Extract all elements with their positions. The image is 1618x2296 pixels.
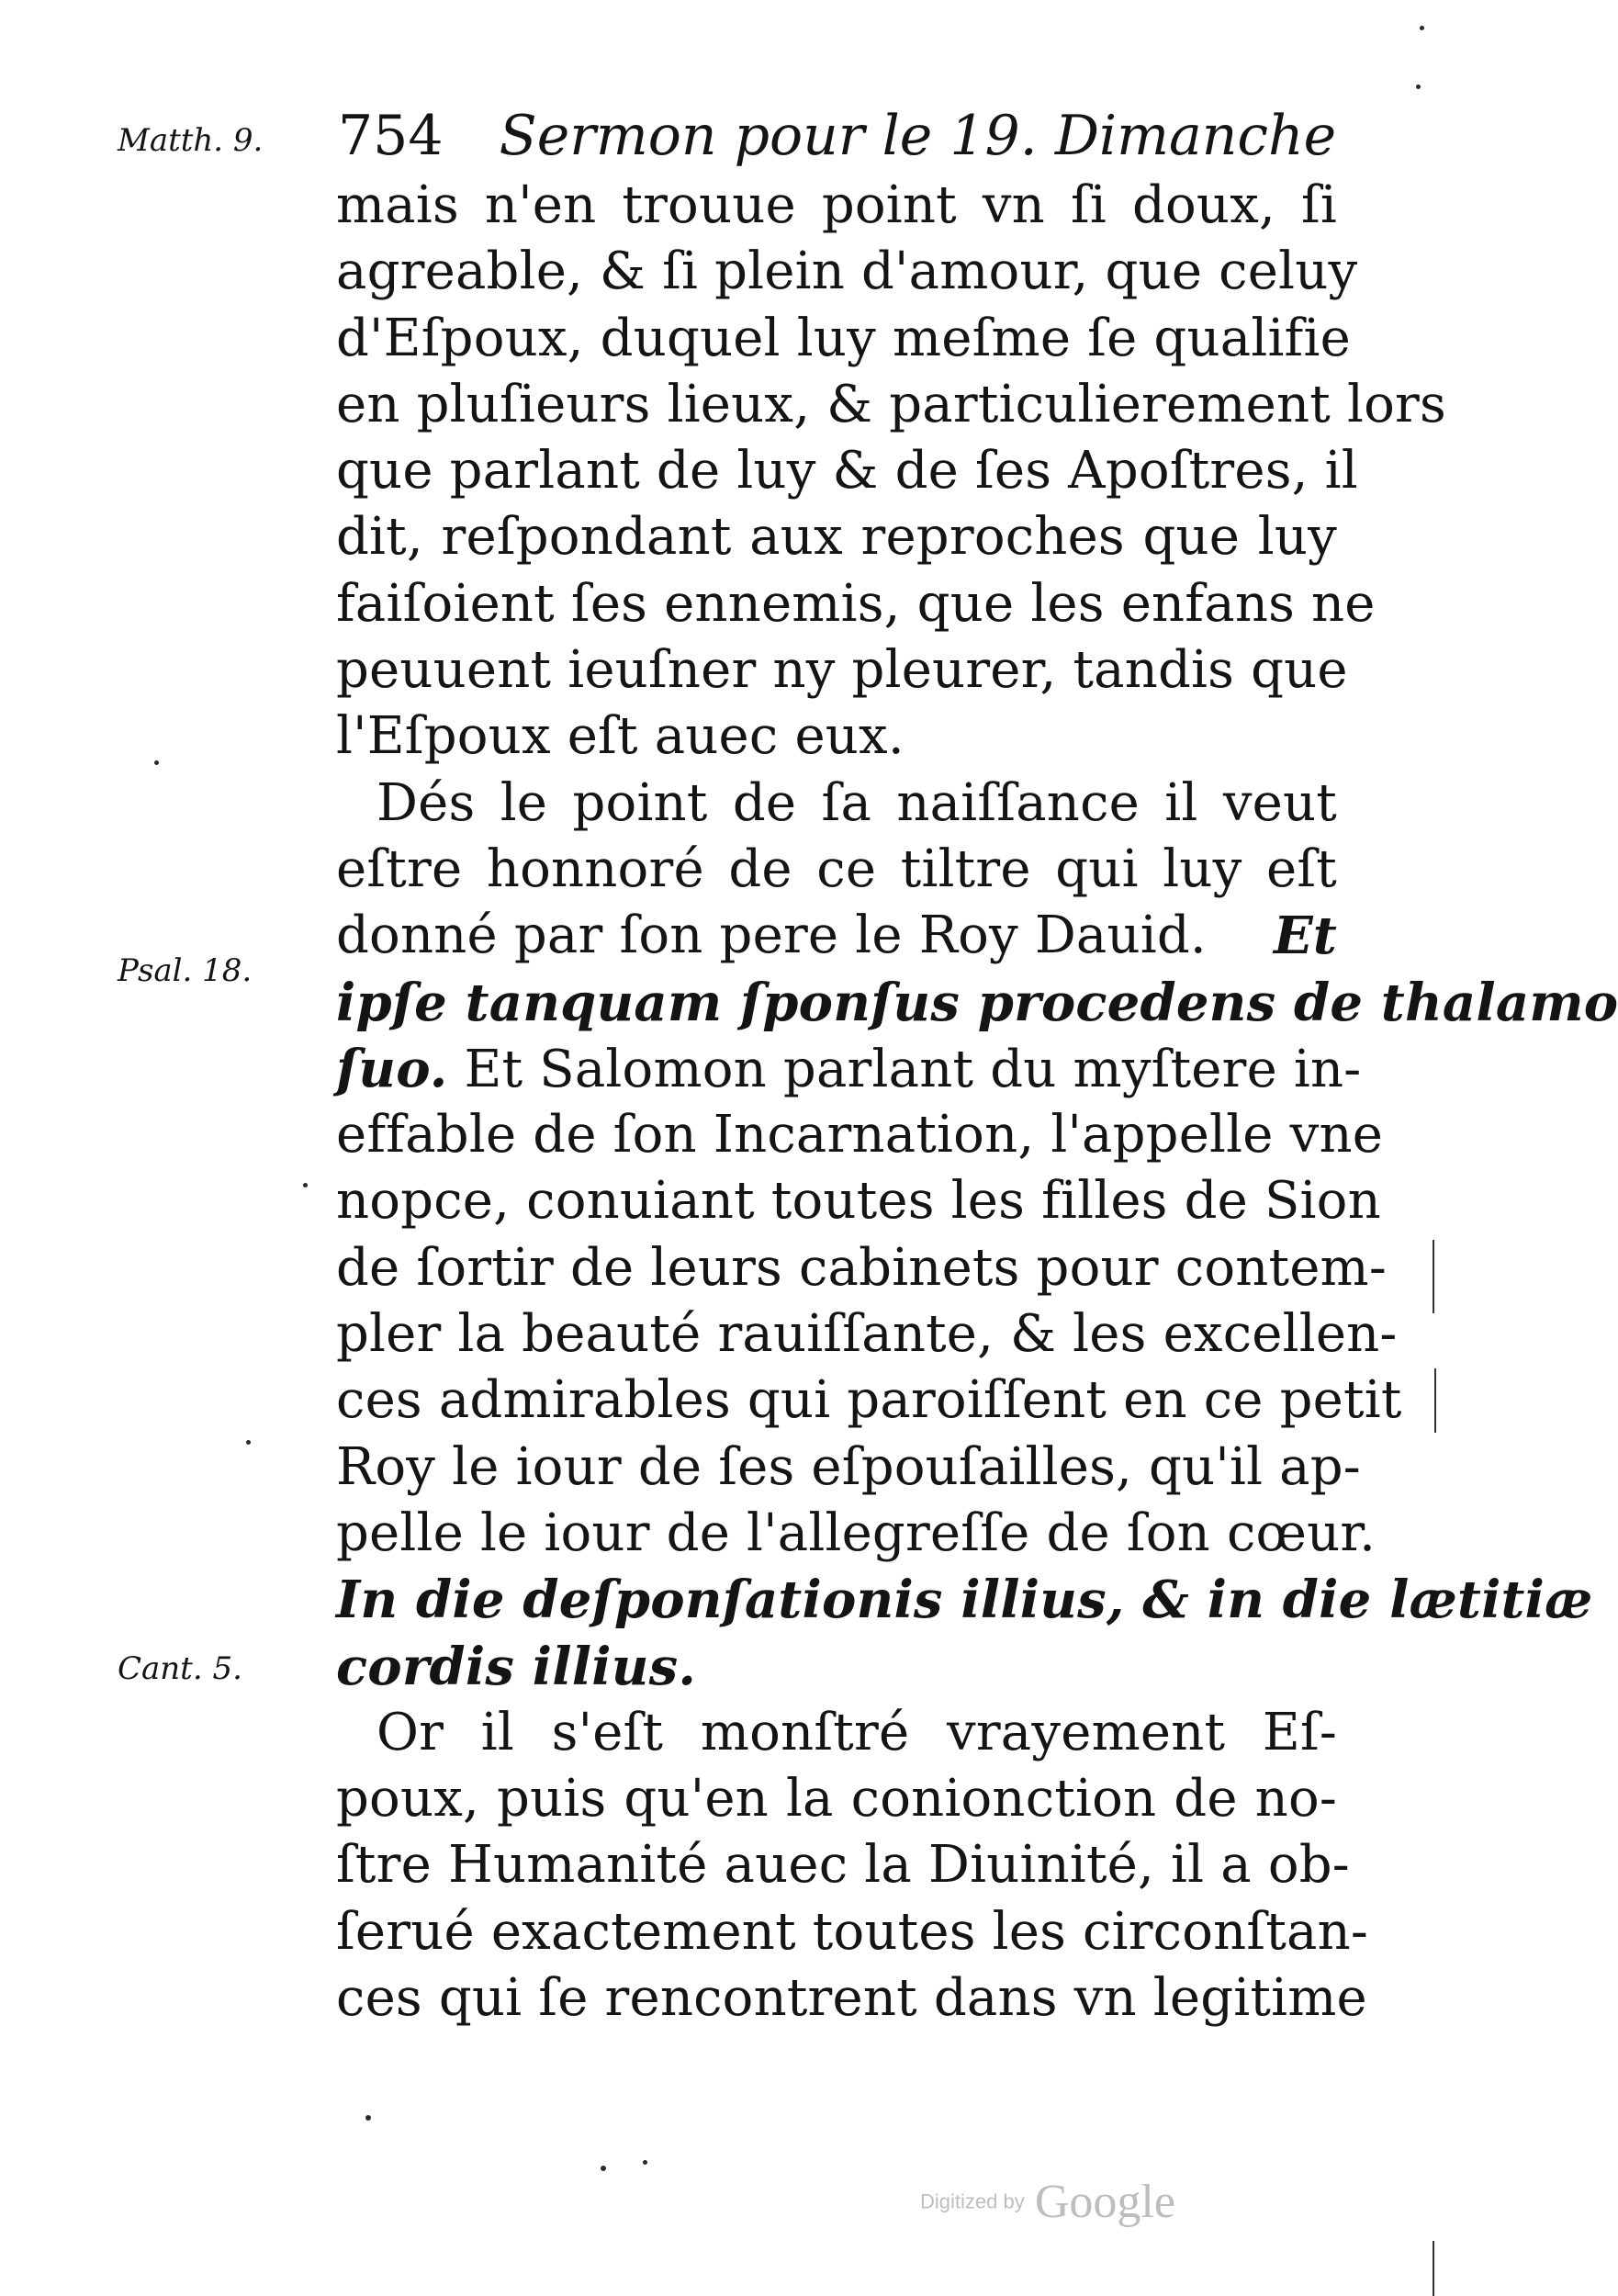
latin-quote-start: Et bbox=[1274, 906, 1337, 967]
latin-quote: ſuo. bbox=[336, 1038, 448, 1099]
text-segment: Et Salomon parlant du myſtere in- bbox=[464, 1039, 1362, 1099]
text-line: eſtre honnoré de ce tiltre qui luy eſt bbox=[336, 838, 1337, 899]
scan-speck bbox=[365, 2115, 371, 2121]
text-segment: donné par ſon pere le Roy Dauid. bbox=[336, 906, 1207, 966]
text-line: Or il s'eſt monſtré vrayement Eſ- bbox=[376, 1702, 1337, 1762]
text-line: nopce, conuiant toutes les filles de Sion bbox=[336, 1171, 1381, 1232]
text-line-with-latin bbox=[336, 1036, 1362, 1102]
text-line: l'Eſpoux eſt auec eux. bbox=[336, 706, 905, 767]
scan-edge-mark bbox=[1433, 2241, 1434, 2296]
text-line: Roy le iour de ſes eſpouſailles, qu'il ap- bbox=[336, 1436, 1361, 1497]
text-line: pler la beauté rauiſſante, & les excellen- bbox=[336, 1304, 1398, 1365]
scan-speck bbox=[1420, 26, 1424, 30]
text-line: agreable, & ſi plein d'amour, que celuy bbox=[336, 242, 1358, 302]
margin-note-cant: Cant. 5. bbox=[118, 1650, 242, 1687]
margin-note-matth: Matth. 9. bbox=[118, 122, 264, 159]
text-line: ces qui ſe rencontrent dans vn legitime bbox=[336, 1968, 1367, 2029]
text-line: que parlant de luy & de ſes Apoſtres, il bbox=[336, 441, 1358, 501]
text-line: mais n'en trouue point vn ſi doux, ſi bbox=[336, 175, 1337, 235]
google-logo: Google bbox=[1034, 2176, 1175, 2228]
scan-speck bbox=[303, 1183, 308, 1187]
running-title: Sermon pour le 19. Dimanche bbox=[499, 104, 1337, 168]
text-line: de ſortir de leurs cabinets pour contem- bbox=[336, 1237, 1387, 1298]
text-line: ſerué exactement toutes les circonſtan- bbox=[336, 1901, 1369, 1962]
text-line: pelle le iour de l'allegreſſe de ſon cœur. bbox=[336, 1503, 1376, 1563]
text-line: ſtre Humanité auec la Diuinité, il a ob- bbox=[336, 1835, 1350, 1896]
margin-note-psal: Psal. 18. bbox=[118, 952, 253, 989]
scan-speck bbox=[1416, 84, 1421, 89]
text-line: en pluſieurs lieux, & particulierement lors bbox=[336, 374, 1446, 434]
page-number: 754 bbox=[338, 104, 444, 168]
text-line: ces admirables qui paroiſſent en ce petit bbox=[336, 1370, 1402, 1431]
text-line: effable de ſon Incarnation, l'appelle vne bbox=[336, 1105, 1384, 1165]
sermon-text bbox=[336, 173, 1618, 2032]
text-line: peuuent ieuſner ny pleurer, tandis que bbox=[336, 640, 1348, 701]
scan-speck bbox=[154, 760, 159, 765]
text-line: poux, puis qu'en la conionction de no- bbox=[336, 1769, 1337, 1829]
text-line: dit, reſpondant aux reproches que luy bbox=[336, 507, 1337, 568]
latin-quote: ipſe tanquam ſponſus procedens de thalamo bbox=[336, 972, 1618, 1033]
text-line: Dés le point de ſa naiſſance il veut bbox=[376, 772, 1337, 833]
latin-quote-line bbox=[336, 970, 1618, 1036]
running-header bbox=[338, 99, 1337, 173]
latin-quote-line bbox=[336, 1634, 1337, 1700]
scan-edge-mark bbox=[1433, 1240, 1434, 1313]
scan-speck bbox=[601, 2166, 606, 2171]
text-line: faiſoient ſes ennemis, que les enfans ne bbox=[336, 573, 1376, 634]
scan-edge-mark bbox=[1434, 1368, 1436, 1433]
latin-quote: cordis illius. bbox=[336, 1636, 697, 1697]
text-line-with-latin bbox=[336, 903, 1337, 969]
digitized-by-label: Digitized by bbox=[920, 2189, 1025, 2213]
latin-quote: In die deſponſationis illius, & in die lætitiæ bbox=[336, 1570, 1593, 1631]
latin-quote-line bbox=[336, 1567, 1593, 1633]
scan-speck bbox=[246, 1440, 251, 1445]
scan-speck bbox=[643, 2160, 647, 2165]
text-line: d'Eſpoux, duquel luy meſme ſe qualifie bbox=[336, 308, 1351, 368]
digitized-by-watermark bbox=[920, 2175, 1232, 2239]
